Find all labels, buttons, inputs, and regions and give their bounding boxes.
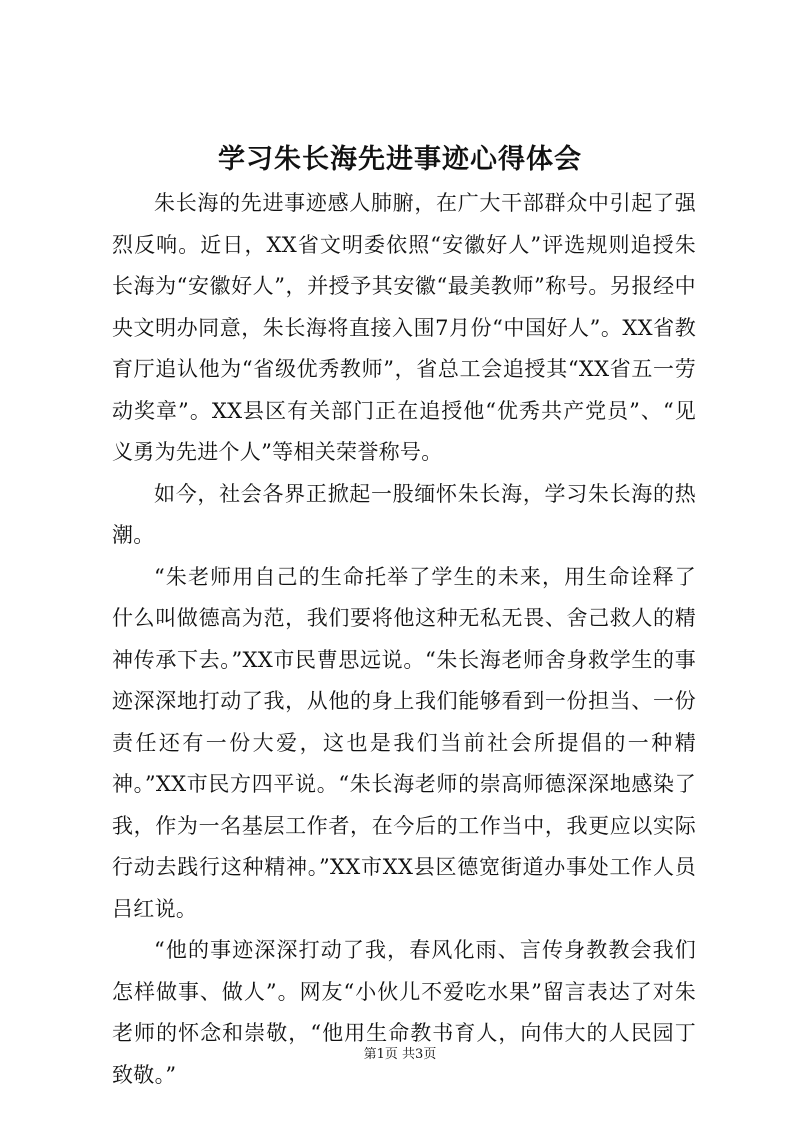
page-number-footer: 第1页 共3页 bbox=[363, 1047, 437, 1062]
paragraph-1: 朱长海的先进事迹感人肺腑，在广大干部群众中引起了强烈反响。近日，XX省文明委依照“安徽好人”评选规则追授朱长海为“安徽好人”，并授予其安徽“最美教师”称号。另报经中央文明办同意，朱长海将直接入围7月份“中国好人”。XX省教育厅追认他为“省级优秀教师”，省总工会追授其“XX省五一劳动奖章”。XX县区有关部门正在追授他“优秀共产党员”、“见义勇为先进个人”等相关荣誉称号。 bbox=[112, 191, 696, 464]
document-title: 学习朱长海先进事迹心得体会 bbox=[218, 144, 582, 175]
paragraph-4: “他的事迹深深打动了我，春风化雨、言传身教教会我们怎样做事、做人”。网友“小伙儿不爱吃水果”留言表达了对朱老师的怀念和崇敬，“他用生命教书育人，向伟大的人民园丁致敬。” bbox=[112, 938, 696, 1087]
paragraph-3: “朱老师用自己的生命托举了学生的未来，用生命诠释了什么叫做德高为范，我们要将他这种无私无畏、舍己救人的精神传承下去。”XX市民曹思远说。“朱长海老师舍身救学生的事迹深深地打动了我，从他的身上我们能够看到一份担当、一份责任还有一份大爱，这也是我们当前社会所提倡的一种精神。”XX市民方四平说。“朱长海老师的崇高师德深深地感染了我，作为一名基层工作者，在今后的工作当中，我更应以实际行动去践行这种精神。”XX市XX县区德宽街道办事处工作人员吕红说。 bbox=[112, 564, 696, 921]
paragraph-2: 如今，社会各界正掀起一股缅怀朱长海，学习朱长海的热潮。 bbox=[112, 481, 696, 547]
document-body bbox=[112, 183, 696, 1096]
